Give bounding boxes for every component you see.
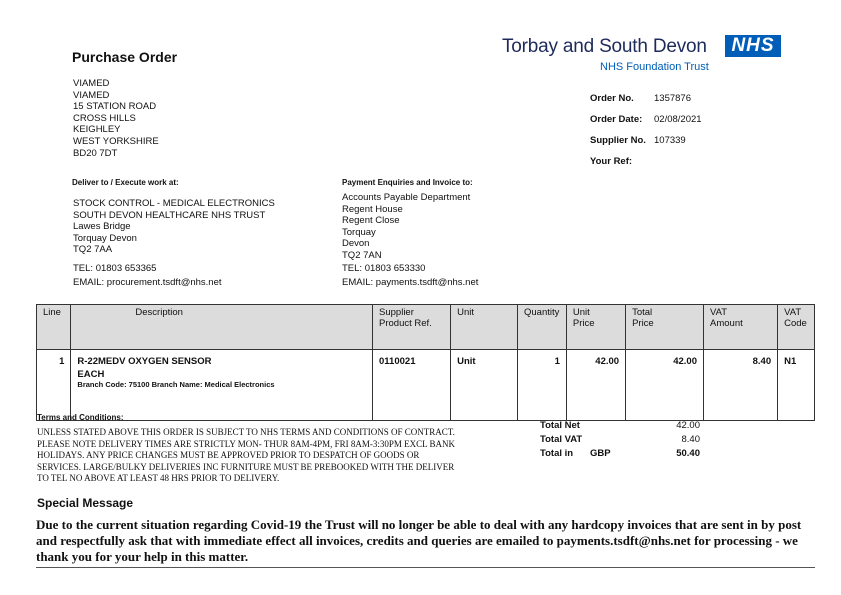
col-description: Description (71, 305, 373, 350)
table-row (37, 350, 815, 421)
order-no-value: 1357876 (654, 93, 691, 104)
order-date-label: Order Date: (590, 114, 643, 125)
payment-address (342, 192, 470, 262)
address-line: Lawes Bridge (73, 221, 131, 233)
order-no-label: Order No. (590, 93, 634, 104)
deliver-tel: TEL: 01803 653365 (73, 263, 157, 274)
col-unit-price: Unit Price (566, 305, 625, 350)
total-vat-value: 8.40 (681, 434, 700, 445)
special-message-text: Due to the current situation regarding Covid-19 the Trust will no longer be able to deal with any hardcopy invoices that are sent in by post and respectfully ask that with immediate effect all invoices, credits and queries are emailed to payments.tsdft@nhs.net for processing - we thank you for your help in this matter. (36, 517, 802, 564)
total-vat-label: Total VAT (540, 434, 583, 445)
cell-line: 1 (37, 350, 71, 421)
order-no (590, 93, 691, 104)
cell-quantity: 1 (518, 350, 567, 421)
terms-text: UNLESS STATED ABOVE THIS ORDER IS SUBJECT TO NHS TERMS AND CONDITIONS OF CONTRACT. PLEASE NOTE DELIVERY TIMES ARE STRICTLY MON- THUR 8AM-4PM, FRI 8AM-3:30PM EXCL BANK HOLIDAYS. ANY PRICE CHANGES MUST BE APPROVED PRIOR TO DESPATCH OF GOODS OR SERVICES. LARGE/BULKY DELIVERIES INC FURNITURE MUST BE PREBOOKED WITH THE DELIVER TO TEL NO ABOVE AT LEAST 48 HRS PRIOR TO DELIVERY. (37, 427, 456, 483)
nhs-logo-badge: NHS (725, 35, 781, 57)
address-line: BD20 7DT (73, 147, 118, 159)
col-total-price: Total Price (626, 305, 704, 350)
footer-divider (36, 567, 815, 568)
order-date (590, 114, 702, 125)
deliver-address (73, 198, 275, 256)
payment-heading: Payment Enquiries and Invoice to: (342, 178, 473, 187)
address-line: 15 STATION ROAD (73, 101, 157, 113)
address-line: TQ2 7AA (73, 244, 113, 256)
your-ref-label: Your Ref: (590, 156, 633, 167)
page-title: Purchase Order (72, 49, 178, 65)
cell-description (71, 350, 373, 421)
description-line: EACH (77, 369, 105, 380)
col-vat-amount: VAT Amount (704, 305, 778, 350)
description-line: R-22MEDV OXYGEN SENSOR (77, 356, 212, 367)
trust-logo-name: Torbay and South Devon (502, 36, 707, 57)
branch-info: Branch Code: 75100 Branch Name: Medical Electronics (77, 380, 275, 389)
trust-logo-subtitle: NHS Foundation Trust (600, 61, 709, 73)
deliver-heading: Deliver to / Execute work at: (72, 178, 179, 187)
col-vat-code: VAT Code (778, 305, 815, 350)
cell-total-price: 42.00 (626, 350, 704, 421)
address-line: VIAMED (73, 78, 110, 89)
address-line: Regent Close (342, 215, 400, 227)
address-line: STOCK CONTROL - MEDICAL ELECTRONICS (73, 198, 275, 209)
deliver-email: EMAIL: procurement.tsdft@nhs.net (73, 277, 222, 288)
address-line: CROSS HILLS (73, 112, 136, 124)
payment-tel: TEL: 01803 653330 (342, 263, 426, 274)
table-header-row (37, 305, 815, 350)
cell-unit: Unit (451, 350, 518, 421)
address-line: WEST YORKSHIRE (73, 135, 159, 147)
cell-vat-code: N1 (778, 350, 815, 421)
address-line: Devon (342, 238, 370, 250)
payment-email: EMAIL: payments.tsdft@nhs.net (342, 277, 479, 288)
currency-label: GBP (590, 448, 611, 459)
total-net-value: 42.00 (676, 420, 700, 431)
col-line: Line (37, 305, 71, 350)
address-line: Torquay Devon (73, 232, 137, 244)
cell-unit-price: 42.00 (566, 350, 625, 421)
col-quantity: Quantity (518, 305, 567, 350)
special-message-heading: Special Message (37, 496, 134, 510)
supplier-no-label: Supplier No. (590, 135, 646, 146)
cell-vat-amount: 8.40 (704, 350, 778, 421)
supplier-no-value: 107339 (654, 135, 686, 146)
col-unit: Unit (451, 305, 518, 350)
address-line: Accounts Payable Department (342, 192, 471, 203)
order-items-table (36, 304, 815, 421)
supplier-address (73, 78, 159, 159)
cell-supplier-ref: 0110021 (373, 350, 451, 421)
grand-total-label: Total in (540, 448, 574, 459)
address-line: TQ2 7AN (342, 249, 382, 261)
address-line: Torquay (342, 226, 376, 238)
terms-heading: Terms and Conditions: (37, 413, 124, 422)
address-line: KEIGHLEY (73, 124, 121, 136)
your-ref (590, 156, 632, 167)
address-line: Regent House (342, 203, 403, 215)
supplier-no (590, 135, 686, 146)
address-line: VIAMED (73, 89, 110, 101)
total-net-label: Total Net (540, 420, 580, 431)
grand-total-value: 50.40 (676, 448, 700, 459)
col-supplier-ref: Supplier Product Ref. (373, 305, 451, 350)
order-date-value: 02/08/2021 (654, 114, 702, 125)
address-line: SOUTH DEVON HEALTHCARE NHS TRUST (73, 209, 266, 221)
